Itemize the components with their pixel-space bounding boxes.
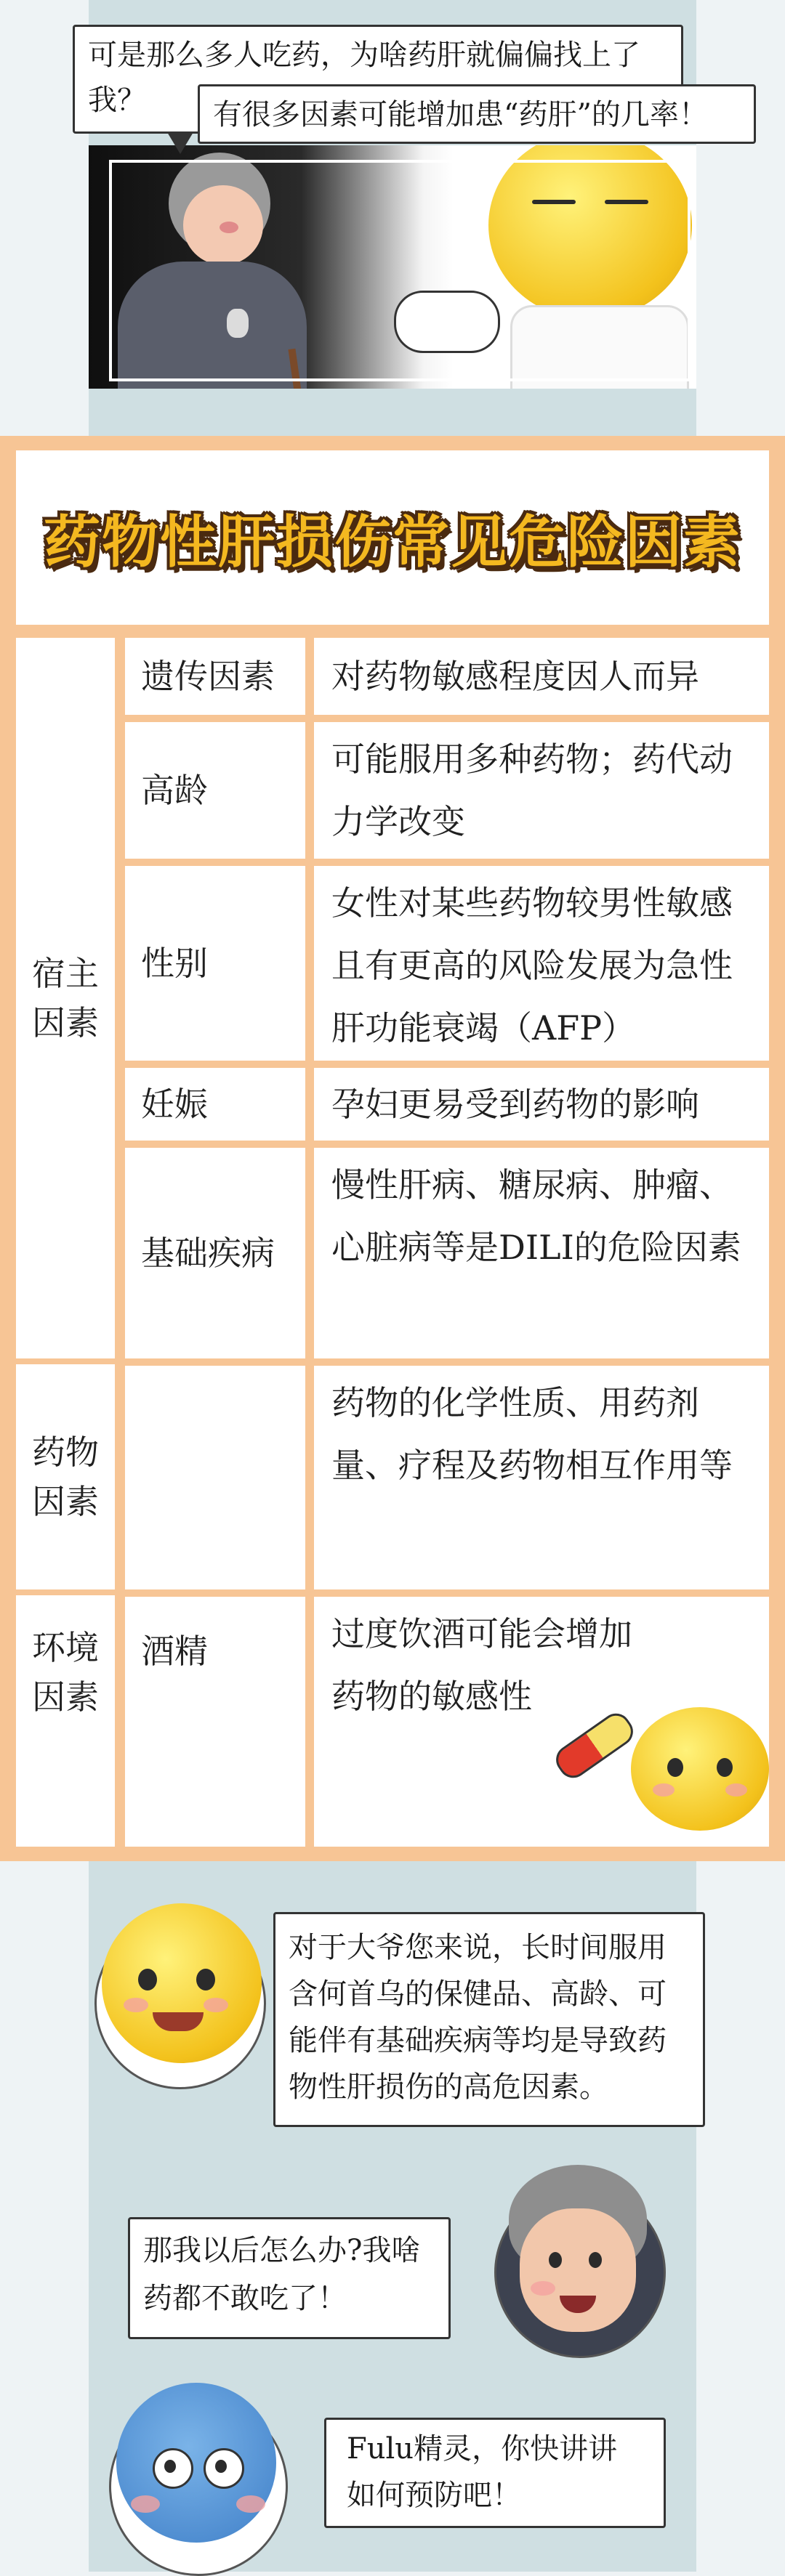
patient-question-text: 那我以后怎么办?我啥药都不敢吃了！: [143, 2234, 421, 2315]
category-host: 宿主因素: [16, 638, 115, 1358]
table-title: 药物性肝损伤常见危险因素: [43, 510, 741, 575]
description-cell: 药物的化学性质、用药剂量、疗程及药物相互作用等: [314, 1366, 769, 1589]
description-cell: 过度饮酒可能会增加药物的敏感性: [314, 1597, 769, 1847]
factor-cell: 妊娠: [125, 1068, 305, 1141]
old-man-avatar: [487, 2165, 669, 2368]
blue-character-speech-bubble: [324, 2418, 666, 2528]
bubble-tail: [167, 132, 193, 154]
description-cell: 慢性肝病、糖尿病、肿瘤、心脏病等是DILI的危险因素: [314, 1148, 769, 1358]
factor-cell: 酒精: [125, 1597, 305, 1847]
factor-cell: 高龄: [125, 722, 305, 859]
doctor-speech-bubble: [198, 84, 756, 144]
category-environment: 环境因素: [16, 1595, 115, 1847]
description-cell: 可能服用多种药物；药代动力学改变: [314, 722, 769, 859]
gourd-spirit-illustration: [631, 1678, 769, 1845]
blue-character-avatar: [102, 2368, 298, 2572]
factor-cell: 性别: [125, 866, 305, 1061]
description-cell: 女性对某些药物较男性敏感且有更高的风险发展为急性肝功能衰竭（AFP）: [314, 866, 769, 1061]
factor-cell: 遗传因素: [125, 638, 305, 715]
doctor-speech-text: 有很多因素可能增加患“药肝”的几率！: [213, 98, 708, 131]
description-cell: 对药物敏感程度因人而异: [314, 638, 769, 715]
spirit-speech-text: 对于大爷您来说，长时间服用含何首乌的保健品、高龄、可能伴有基础疾病等均是导致药物性肝损伤的高危因素。: [289, 1931, 667, 2104]
patient-question-bubble: [128, 2217, 451, 2339]
spirit-speech-bubble: [273, 1912, 705, 2127]
comic-frame: [109, 160, 691, 381]
factor-cell-empty: [125, 1366, 305, 1589]
table-title-box: [16, 450, 769, 625]
category-drug: 药物因素: [16, 1364, 115, 1589]
factor-cell: 基础疾病: [125, 1148, 305, 1358]
description-cell: 孕妇更易受到药物的影响: [314, 1068, 769, 1141]
blue-character-speech-text: Fulu精灵，你快讲讲如何预防吧！: [347, 2432, 618, 2512]
spirit-avatar: [94, 1889, 269, 2092]
patient-speech-text: 可是那么多人吃药，为啥药肝就偏偏找上了我？: [88, 39, 640, 117]
